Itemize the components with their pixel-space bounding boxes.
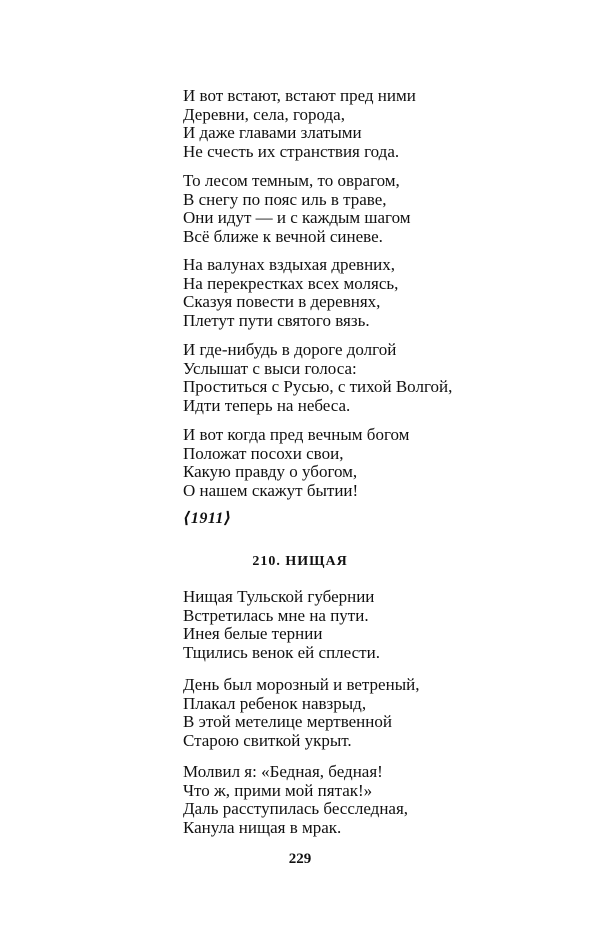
poem-line: Канула нищая в мрак. <box>183 817 342 837</box>
poem-line: То лесом темным, то оврагом, <box>183 171 400 190</box>
poem-line: Сказуя повести в деревнях, <box>183 292 381 311</box>
poem-line: На перекрестках всех молясь, <box>183 273 399 293</box>
poem-line: Плакал ребенок навзрыд, <box>183 693 367 713</box>
poem1-stanza-5 <box>183 426 409 500</box>
poem-line: И вот встают, встают пред ними <box>183 86 416 105</box>
poem1-stanza-3 <box>183 256 398 330</box>
poem-line: Инея белые тернии <box>183 624 323 643</box>
poem-line: О нашем скажут бытии! <box>183 480 359 500</box>
poem2-stanza-3 <box>183 763 408 837</box>
page-number: 229 <box>288 851 312 867</box>
poem-line: Проститься с Русью, с тихой Волгой, <box>183 377 453 396</box>
poem-line: Услышат с выси голоса: <box>183 358 357 378</box>
poem-title: 210. НИЩАЯ <box>252 554 348 569</box>
poem-line: Молвил я: «Бедная, бедная! <box>183 762 383 781</box>
poem-line: Они идут — и с каждым шагом <box>183 208 411 227</box>
poem-line: Всё ближе к вечной синеве. <box>183 226 383 246</box>
poem-line: Даль расступилась бесследная, <box>183 799 409 818</box>
poem-line: В этой метелице мертвенной <box>183 712 392 731</box>
poem-line: Старою свиткой укрыт. <box>183 730 352 750</box>
poem1-stanza-1 <box>183 87 416 161</box>
poem-line: Нищая Тульской губернии <box>183 587 375 606</box>
poem2-stanza-2 <box>183 676 419 750</box>
poem-line: Плетут пути святого вязь. <box>183 310 370 330</box>
poem1-stanza-4 <box>183 341 452 415</box>
poem1-stanza-2 <box>183 172 411 246</box>
poem-line: Идти теперь на небеса. <box>183 395 351 415</box>
poem-line: Тщились венок ей сплести. <box>183 642 380 662</box>
poem-line: Деревни, села, города, <box>183 104 345 124</box>
poem-line: Что ж, прими мой пятак!» <box>183 780 373 800</box>
poem-line: День был морозный и ветреный, <box>183 675 420 694</box>
poem-date: ⟨1911⟩ <box>183 510 232 527</box>
poem-line: Положат посохи свои, <box>183 443 344 463</box>
poem2-stanza-1 <box>183 588 380 662</box>
poem-line: Встретилась мне на пути. <box>183 605 369 625</box>
poem-line: И даже главами златыми <box>183 123 362 142</box>
poem-line: В снегу по пояс иль в траве, <box>183 189 387 209</box>
poem-line: На валунах вздыхая древних, <box>183 255 396 274</box>
poem-line: Какую правду о убогом, <box>183 462 358 481</box>
poem-line: И где-нибудь в дороге долгой <box>183 340 397 359</box>
poem-line: И вот когда пред вечным богом <box>183 425 410 444</box>
poem-line: Не счесть их странствия года. <box>183 141 400 161</box>
